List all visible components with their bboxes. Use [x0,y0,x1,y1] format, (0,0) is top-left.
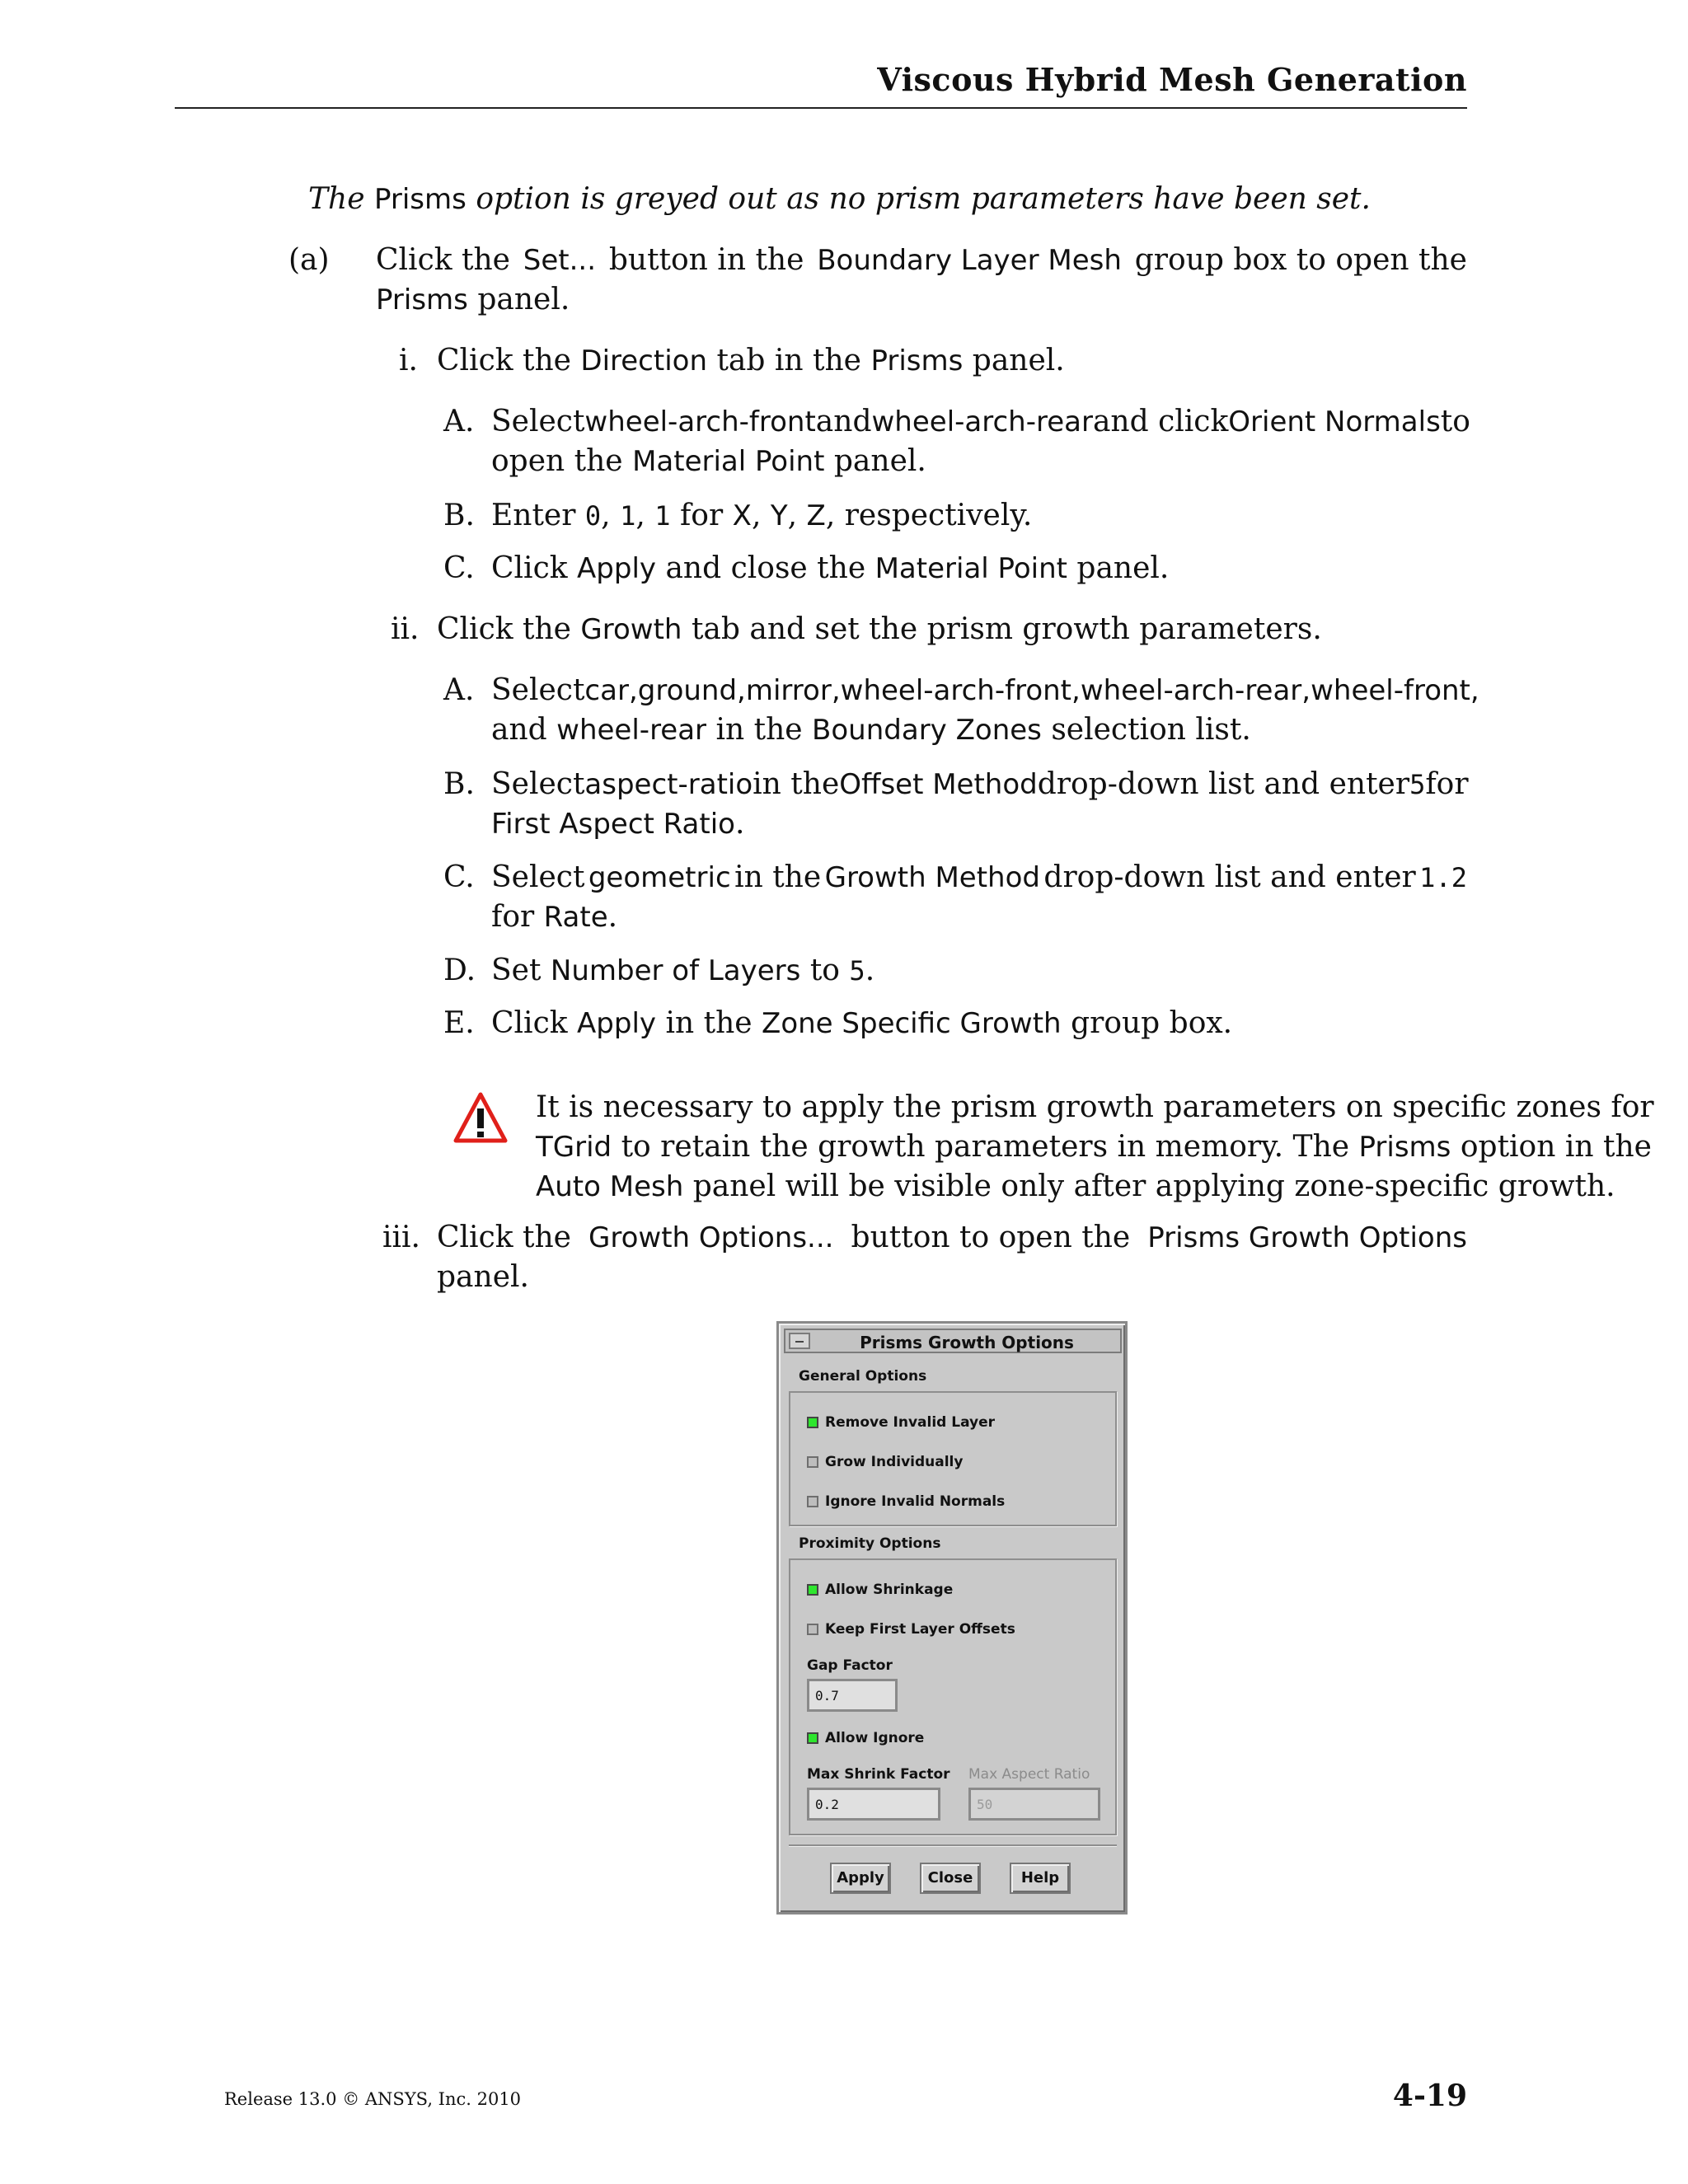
step-i-B: Enter 0, 1, 1 for X, Y, Z, respectively. [491,499,1033,532]
step-ii-D-label: D. [443,954,476,987]
warning-icon [453,1092,508,1143]
warning-line3: Auto Mesh panel will be visible only after applying zone-specific growth. [536,1169,1615,1203]
grow-individually-checkbox[interactable]: Grow Individually [807,1454,963,1470]
step-iii-line1: Click the Growth Options... button to open the Prisms Growth Options [437,1221,1467,1254]
step-iii-line2: panel. [437,1260,529,1294]
intro-note: The Prisms option is greyed out as no prism parameters have been set. [308,182,1371,216]
panel-title: Prisms Growth Options [860,1333,1074,1352]
step-i: Click the Direction tab in the Prisms panel. [437,344,1065,377]
step-i-label: i. [399,344,418,377]
warning-line2: TGrid to retain the growth parameters in memory. The Prisms option in the [536,1130,1652,1164]
warning-line1: It is necessary to apply the prism growth parameters on specific zones for [536,1090,1654,1124]
checkbox-unchecked-icon [807,1456,818,1468]
step-i-C: Click Apply and close the Material Point panel. [491,551,1170,585]
step-ii-C-line1: Select geometric in the Growth Method drop-down list and enter 1.2 [491,860,1467,894]
step-ii: Click the Growth tab and set the prism growth parameters. [437,612,1322,646]
checkbox-unchecked-icon [807,1496,818,1507]
max-shrink-factor-input[interactable]: 0.2 [807,1788,940,1821]
gap-factor-input[interactable]: 0.7 [807,1679,898,1712]
step-iii-label: iii. [382,1221,420,1254]
general-options-group [789,1391,1117,1526]
step-ii-B-label: B. [443,767,475,801]
max-aspect-ratio-label: Max Aspect Ratio [968,1766,1090,1783]
keep-first-layer-offsets-checkbox[interactable]: Keep First Layer Offsets [807,1621,1015,1638]
footer-release: Release 13.0 © ANSYS, Inc. 2010 [224,2089,522,2109]
step-ii-B-line2: First Aspect Ratio. [491,807,745,841]
page-number: 4-19 [1392,2079,1467,2113]
ignore-invalid-normals-checkbox[interactable]: Ignore Invalid Normals [807,1493,1005,1510]
proximity-options-group [789,1558,1117,1835]
allow-shrinkage-checkbox[interactable]: Allow Shrinkage [807,1582,953,1598]
step-ii-A-line2: and wheel-rear in the Boundary Zones selection list. [491,713,1251,747]
page-header [175,59,1467,109]
gap-factor-label: Gap Factor [807,1657,893,1674]
apply-button[interactable]: Apply [830,1863,891,1894]
allow-ignore-checkbox[interactable]: Allow Ignore [807,1730,924,1746]
max-shrink-factor-label: Max Shrink Factor [807,1766,950,1783]
step-ii-B-line1: Select aspect-ratio in the Offset Method drop-down list and enter 5 for [491,767,1469,801]
checkbox-checked-icon [807,1732,818,1744]
step-i-A-line2: open the Material Point panel. [491,444,926,478]
step-a-line1: Click the Set... button in the Boundary Layer Mesh group box to open the [376,243,1467,277]
checkbox-checked-icon [807,1417,818,1428]
step-i-A-line1: Select wheel-arch-front and wheel-arch-rear and click Orient Normals to [491,405,1470,438]
header-title: Viscous Hybrid Mesh Generation [877,61,1467,98]
step-ii-C-label: C. [443,860,475,894]
step-ii-A-line1: Select car, ground, mirror, wheel-arch-front, wheel-arch-rear, wheel-front, [491,673,1479,707]
button-separator [789,1844,1117,1847]
step-ii-label: ii. [391,612,420,646]
step-ii-D: Set Number of Layers to 5. [491,954,875,987]
step-a-label: (a) [288,243,330,277]
window-menu-button[interactable] [789,1333,810,1349]
max-aspect-ratio-input: 50 [968,1788,1100,1821]
panel-titlebar[interactable] [784,1329,1122,1353]
checkbox-checked-icon [807,1584,818,1596]
prisms-growth-options-panel [776,1321,1128,1915]
step-a-line2: Prisms panel. [376,283,570,316]
proximity-options-label: Proximity Options [799,1535,941,1552]
checkbox-unchecked-icon [807,1624,818,1635]
help-button[interactable]: Help [1010,1863,1071,1894]
step-i-A-label: A. [443,405,475,438]
step-ii-C-line2: for Rate. [491,900,618,934]
step-i-C-label: C. [443,551,475,585]
remove-invalid-layer-checkbox[interactable]: Remove Invalid Layer [807,1414,995,1431]
step-ii-E: Click Apply in the Zone Specific Growth group box. [491,1006,1233,1040]
step-i-B-label: B. [443,499,475,532]
step-ii-E-label: E. [443,1006,475,1040]
step-ii-A-label: A. [443,673,475,707]
general-options-label: General Options [799,1368,927,1385]
close-button[interactable]: Close [920,1863,981,1894]
